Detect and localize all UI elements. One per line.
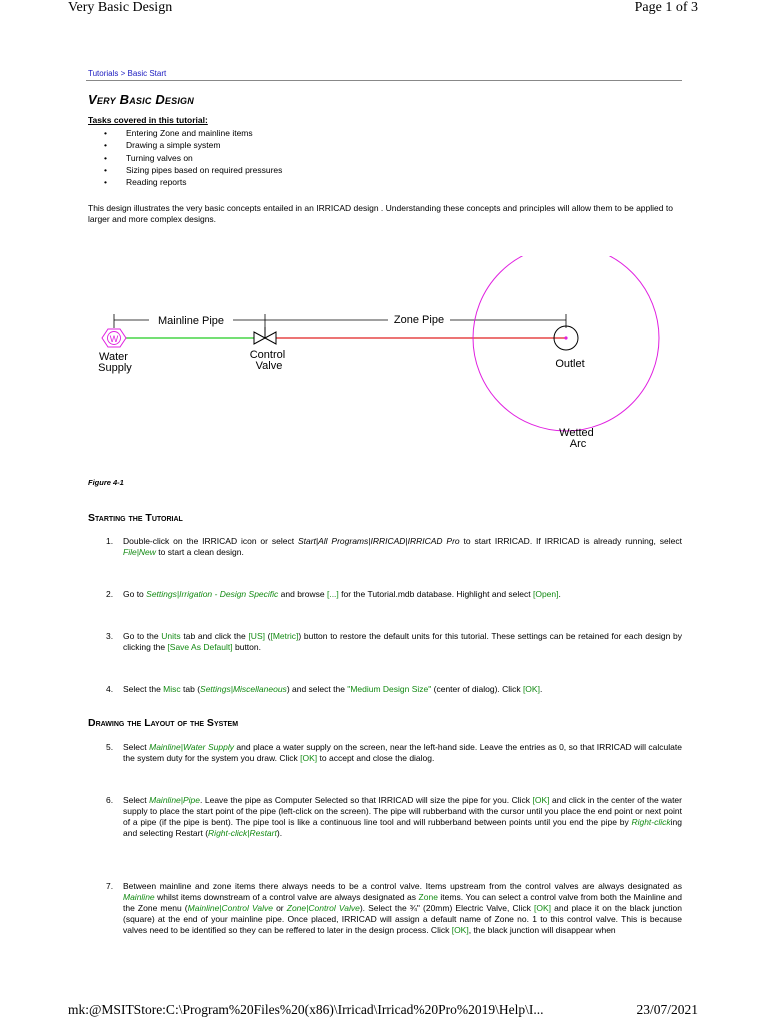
menu-path: Mainline|Pipe [149, 795, 201, 805]
step-number: 1. [106, 536, 114, 546]
water-supply-label-line2: Supply [98, 362, 132, 374]
button-ref: [Open] [532, 589, 559, 599]
step-1 [106, 536, 682, 558]
header-divider [86, 80, 682, 81]
footer-date: 23/07/2021 [636, 1002, 698, 1017]
mainline-pipe-label: Mainline Pipe [157, 315, 225, 327]
control-valve-label-line1: Control [249, 349, 286, 361]
breadcrumb [88, 69, 166, 78]
section-heading-starting: Starting the Tutorial [88, 512, 183, 524]
water-supply-label [98, 351, 132, 374]
step-5 [106, 742, 682, 764]
breadcrumb-tutorials-link[interactable]: Tutorials [88, 69, 119, 78]
intro-paragraph: This design illustrates the very basic concepts entailed in an IRRICAD design . Understanding these concepts and principles will allow them to be applied to larger and more complex designs. [88, 203, 673, 224]
menu-path: Settings|Irrigation - Design Specific [146, 589, 279, 599]
print-footer [68, 1002, 698, 1022]
tab-ref: Units [161, 631, 181, 641]
menu-path: Right-click|Restart [208, 828, 277, 838]
menu-path: File|New [123, 547, 156, 557]
step-number: 7. [106, 881, 114, 891]
header-page-number: Page 1 of 3 [634, 0, 698, 15]
step-text: Double-click on the IRRICAD icon or select Start|All Programs|IRRICAD|IRRICAD Pro to start IRRICAD. If IRRICAD is already running, select File|New to start a clean design. [123, 536, 682, 557]
list-item: • Drawing a simple system [104, 139, 282, 151]
button-ref: [OK] [522, 684, 540, 694]
button-ref: [OK] [451, 925, 469, 935]
water-supply-symbol: W [109, 334, 119, 344]
step-text: Select Mainline|Pipe. Leave the pipe as Computer Selected so that IRRICAD will size the pipe for you. Click [OK] and click in the center of the water supply to place the start point of the pipe (left-click on the screen). The pipe will rubberband with the cursor until you place the end point or next point of a pipe (if the pipe is bent). The pipe tool is like a continuous line tool and will rubberband between points until you end the pipe by Right-clicking and selecting Restart (Right-click|Restart). [123, 795, 682, 838]
menu-path: Zone|Control Valve [286, 903, 360, 913]
step-text: Select the Misc tab (Settings|Miscellaneous) and select the "Medium Design Size" (center of dialog). Click [OK]. [123, 684, 543, 694]
step-number: 5. [106, 742, 114, 752]
footer-url: mk:@MSITStore:C:\Program%20Files%20(x86)\Irricad\Irricad%20Pro%2019\Help\I... [68, 1002, 544, 1017]
button-ref: [OK] [532, 795, 550, 805]
list-item: • Reading reports [104, 176, 282, 188]
button-ref: [US] [248, 631, 265, 641]
system-layout-figure [88, 256, 698, 466]
figure-caption: Figure 4-1 [88, 478, 124, 487]
step-text: Select Mainline|Water Supply and place a water supply on the screen, near the left-hand side. Leave the entries as 0, so that IRRICAD will calculate the system duty for the system you draw. Click [OK] to accept and close the dialog. [123, 742, 682, 763]
control-valve-label-line2: Valve [255, 360, 283, 372]
menu-path: Mainline|Control Valve [187, 903, 273, 913]
step-text: Go to the Units tab and click the [US] ([Metric]) button to restore the default units for this tutorial. These settings can be retained for each design by clicking the [Save As Default] button. [123, 631, 682, 652]
wetted-arc [473, 256, 659, 431]
button-ref: [Save As Default] [167, 642, 233, 652]
print-header [68, 0, 698, 22]
tasks-heading: Tasks covered in this tutorial: [88, 115, 208, 125]
step-number: 2. [106, 589, 114, 599]
wetted-arc-label-line2: Arc [569, 438, 587, 450]
list-item: • Entering Zone and mainline items [104, 127, 282, 139]
water-supply-label-line1: Water [99, 351, 128, 363]
term-ref: Mainline [123, 892, 155, 902]
outlet-label: Outlet [555, 358, 585, 370]
list-item: • Turning valves on [104, 152, 282, 164]
wetted-arc-label [559, 427, 597, 450]
step-4 [106, 684, 682, 695]
button-ref: [OK] [534, 903, 552, 913]
step-7 [106, 881, 682, 936]
control-valve-label [250, 349, 289, 372]
term-ref: Zone [418, 892, 438, 902]
button-ref: [Metric] [270, 631, 299, 641]
breadcrumb-separator: > [120, 69, 126, 78]
step-text: Between mainline and zone items there always needs to be a control valve. Items upstream from the control valves are always designated as Mainline whilst items downstream of a control valve are always designated as Zone items. You can select a control valve from both the Mainline and the Zone menu (Mainline|Control Valve or Zone|Control Valve). Select the ¾" (20mm) Electric Valve, Click [OK] and place it on the black junction (square) at the end of your mainline pipe. Once placed, IRRICAD will assign a default name of Zone no. 1 to this control valve. This is because valves need to be identified so they can be reffered to later in the design process. Click [OK], the black junction will disappear when [123, 881, 683, 935]
header-title: Very Basic Design [68, 0, 173, 15]
button-ref: [OK] [300, 753, 318, 763]
menu-path: Settings|Miscellaneous [200, 684, 287, 694]
tasks-list [104, 127, 282, 188]
wetted-arc-label-line1: Wetted [559, 427, 594, 439]
step-number: 3. [106, 631, 114, 641]
step-number: 4. [106, 684, 114, 694]
step-3 [106, 631, 682, 653]
breadcrumb-basic-start-link[interactable]: Basic Start [127, 69, 167, 78]
step-number: 6. [106, 795, 114, 805]
option-ref: "Medium Design Size" [347, 684, 432, 694]
zone-pipe-label: Zone Pipe [393, 314, 445, 326]
menu-path: Mainline|Water Supply [149, 742, 234, 752]
page-title: Very Basic Design [88, 92, 194, 107]
action-ref: Right-click [631, 817, 671, 827]
section-heading-drawing: Drawing the Layout of the System [88, 717, 239, 729]
step-2 [106, 589, 682, 600]
step-text: Go to Settings|Irrigation - Design Specific and browse [...] for the Tutorial.mdb database. Highlight and select [Open]. [123, 589, 561, 599]
step-6 [106, 795, 682, 839]
list-item: • Sizing pipes based on required pressures [104, 164, 282, 176]
button-ref: [...] [326, 589, 339, 599]
tab-ref: Misc [163, 684, 181, 694]
